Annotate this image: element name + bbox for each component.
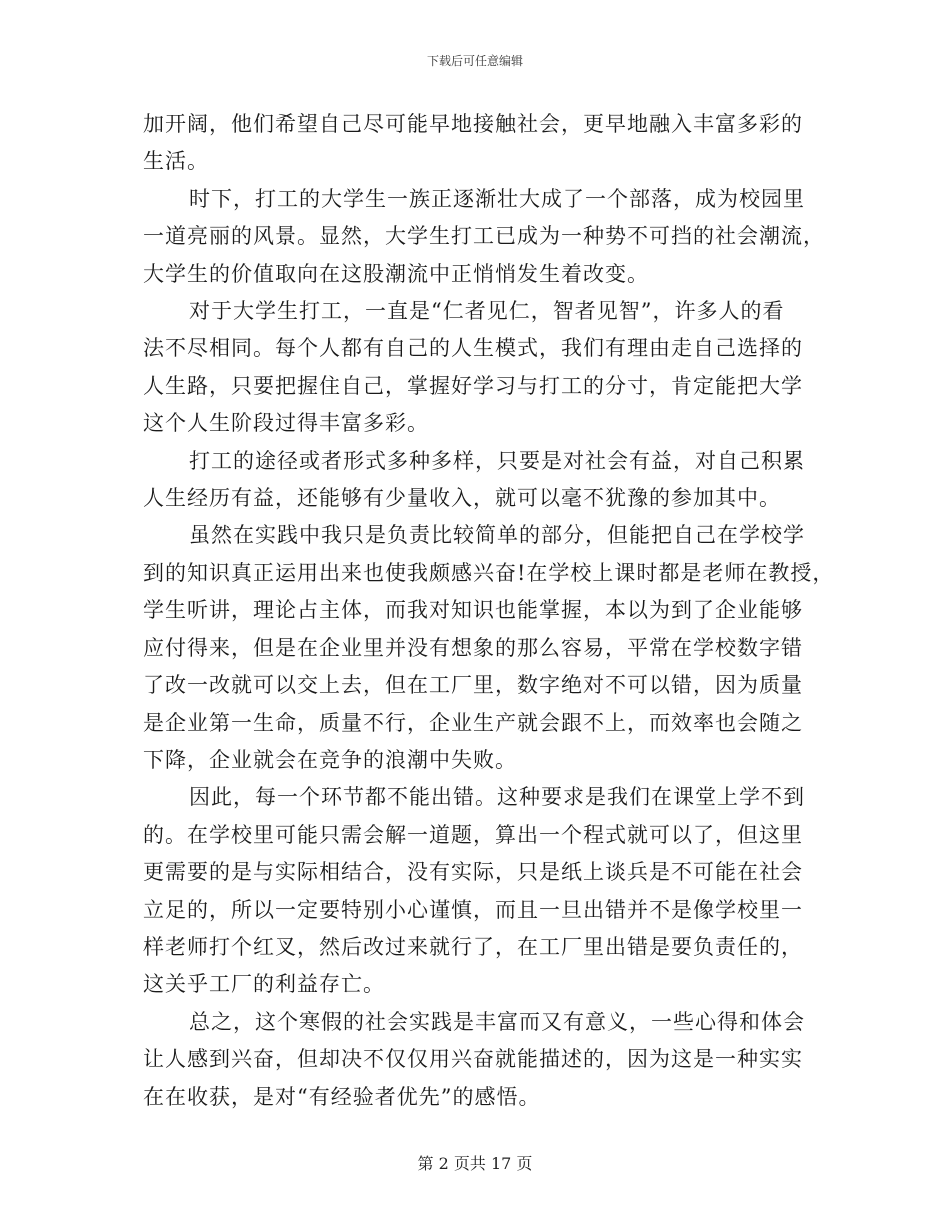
paragraph xyxy=(143,181,825,293)
text-line: 人生经历有益，还能够有少量收入，就可以毫不犹豫的参加其中。 xyxy=(143,486,781,511)
text-line: 了改一改就可以交上去，但在工厂里，数字绝对不可以错，因为质量 xyxy=(143,673,803,698)
text-line: 学生听讲，理论占主体，而我对知识也能掌握，本以为到了企业能够 xyxy=(143,598,803,623)
text-line: 样老师打个红叉，然后改过来就行了，在工厂里出错是要负责任的， xyxy=(143,934,803,959)
text-line: 一道亮丽的风景。显然，大学生打工已成为一种势不可挡的社会潮流， xyxy=(143,224,825,249)
text-line: 立足的，所以一定要特别小心谨慎，而且一旦出错并不是像学校里一 xyxy=(143,897,803,922)
text-line: 对于大学生打工，一直是“仁者见仁，智者见智”，许多人的看 xyxy=(189,299,785,324)
text-line: 应付得来，但是在企业里并没有想象的那么容易，平常在学校数字错 xyxy=(143,635,803,660)
text-line: 是企业第一生命，质量不行，企业生产就会跟不上，而效率也会随之 xyxy=(143,710,803,735)
text-line: 总之，这个寒假的社会实践是丰富而又有意义，一些心得和体会 xyxy=(189,1009,805,1034)
text-line: 更需要的是与实际相结合，没有实际，只是纸上谈兵是不可能在社会 xyxy=(143,860,803,885)
paragraph xyxy=(143,443,813,518)
text-line: 让人感到兴奋，但却决不仅仅用兴奋就能描述的，因为这是一种实实 xyxy=(143,1047,803,1072)
text-line: 人生路，只要把握住自己，掌握好学习与打工的分寸，肯定能把大学 xyxy=(143,373,803,398)
document-body xyxy=(143,106,835,1116)
text-line: 到的知识真正运用出来也使我颇感兴奋!在学校上课时都是老师在教授， xyxy=(143,560,835,585)
text-line: 法不尽相同。每个人都有自己的人生模式，我们有理由走自己选择的 xyxy=(143,336,803,361)
page-number: 第 2 页共 17 页 xyxy=(417,1154,533,1173)
page-header: 下载后可任意编辑 xyxy=(426,54,523,68)
text-line: 下降，企业就会在竞争的浪潮中失败。 xyxy=(143,747,517,772)
paragraph xyxy=(143,106,813,181)
text-line: 大学生的价值取向在这股潮流中正悄悄发生着改变。 xyxy=(143,261,649,286)
text-line: 的。在学校里可能只需会解一道题，算出一个程式就可以了，但这里 xyxy=(143,822,803,847)
text-line: 这关乎工厂的利益存亡。 xyxy=(143,972,385,997)
text-line: 因此，每一个环节都不能出错。这种要求是我们在课堂上学不到 xyxy=(189,785,805,810)
paragraph xyxy=(143,1004,813,1116)
text-line: 时下，打工的大学生一族正逐渐壮大成了一个部落，成为校园里 xyxy=(189,186,805,211)
text-line: 这个人生阶段过得丰富多彩。 xyxy=(143,411,429,436)
text-line: 在在收获，是对“有经验者优先”的感悟。 xyxy=(143,1084,541,1109)
text-line: 生活。 xyxy=(143,149,209,174)
paragraph xyxy=(143,779,813,1003)
paragraph xyxy=(143,293,813,443)
text-line: 加开阔，他们希望自己尽可能早地接触社会，更早地融入丰富多彩的 xyxy=(143,112,803,136)
paragraph xyxy=(143,517,835,779)
text-line: 虽然在实践中我只是负责比较简单的部分，但能把自己在学校学 xyxy=(189,523,805,548)
text-line: 打工的途径或者形式多种多样，只要是对社会有益，对自己积累 xyxy=(189,448,805,473)
